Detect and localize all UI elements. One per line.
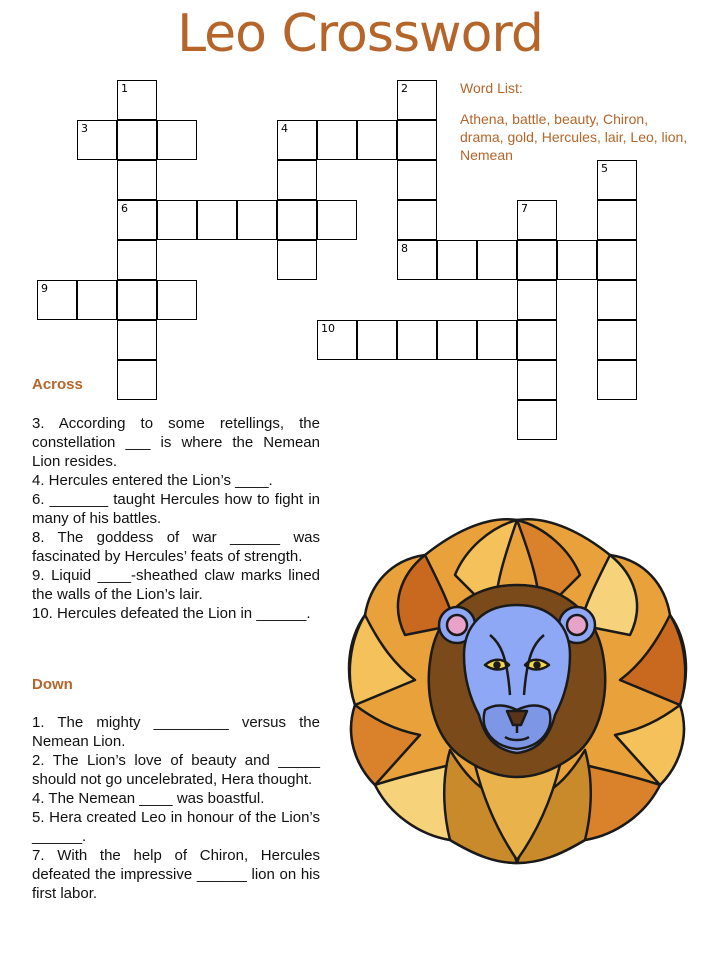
crossword-cell[interactable] [557, 240, 597, 280]
crossword-cell[interactable] [157, 200, 197, 240]
down-clue-1: 1. The mighty _________ versus the Nemean Lion. [32, 714, 320, 750]
cell-number: 9 [41, 282, 48, 295]
crossword-cell[interactable] [37, 280, 77, 320]
across-clue-6: 6. _______ taught Hercules how to fight in many of his battles. [32, 491, 320, 527]
crossword-cell[interactable] [397, 240, 437, 280]
crossword-cell[interactable] [397, 320, 437, 360]
crossword-cell[interactable] [277, 240, 317, 280]
across-clues [32, 414, 320, 623]
crossword-cell[interactable] [117, 80, 157, 120]
crossword-cell[interactable] [357, 120, 397, 160]
down-clue-5: 5. Hera created Leo in honour of the Lion’s ______. [32, 809, 320, 845]
crossword-cell[interactable] [517, 400, 557, 440]
across-clue-3: 3. According to some retellings, the constellation ___ is where the Nemean Lion resides. [32, 415, 320, 470]
crossword-cell[interactable] [517, 320, 557, 360]
down-clue-2: 2. The Lion’s love of beauty and _____ should not go uncelebrated, Hera thought. [32, 752, 320, 788]
crossword-cell[interactable] [397, 200, 437, 240]
crossword-cell[interactable] [517, 200, 557, 240]
down-clues [32, 713, 320, 903]
down-clue-7: 7. With the help of Chiron, Hercules defeated the impressive ______ lion on his first labor. [32, 847, 320, 902]
word-list-heading: Word List: [460, 80, 523, 96]
lion-ear-right-inner [567, 615, 587, 635]
cell-number: 5 [601, 162, 608, 175]
crossword-cell[interactable] [277, 160, 317, 200]
crossword-cell[interactable] [117, 240, 157, 280]
crossword-cell[interactable] [77, 120, 117, 160]
crossword-cell[interactable] [157, 280, 197, 320]
lion-illustration [345, 515, 690, 865]
crossword-cell[interactable] [357, 320, 397, 360]
crossword-cell[interactable] [397, 160, 437, 200]
crossword-cell[interactable] [477, 240, 517, 280]
cell-number: 10 [321, 322, 335, 335]
crossword-cell[interactable] [517, 240, 557, 280]
crossword-cell[interactable] [117, 160, 157, 200]
crossword-cell[interactable] [397, 80, 437, 120]
crossword-cell[interactable] [277, 200, 317, 240]
crossword-cell[interactable] [77, 280, 117, 320]
crossword-cell[interactable] [597, 360, 637, 400]
across-clue-9: 9. Liquid ____-sheathed claw marks lined the walls of the Lion’s lair. [32, 567, 320, 603]
page-title: Leo Crossword [177, 4, 543, 64]
across-clue-10: 10. Hercules defeated the Lion in ______. [32, 605, 311, 622]
down-clue-4: 4. The Nemean ____ was boastful. [32, 790, 265, 807]
crossword-cell[interactable] [277, 120, 317, 160]
crossword-cell[interactable] [597, 320, 637, 360]
across-heading: Across [32, 376, 83, 393]
crossword-cell[interactable] [237, 200, 277, 240]
cell-number: 4 [281, 122, 288, 135]
crossword-cell[interactable] [317, 320, 357, 360]
crossword-cell[interactable] [437, 320, 477, 360]
across-clue-4: 4. Hercules entered the Lion’s ____. [32, 472, 273, 489]
cell-number: 7 [521, 202, 528, 215]
lion-ear-left-inner [447, 615, 467, 635]
crossword-cell[interactable] [317, 200, 357, 240]
cell-number: 1 [121, 82, 128, 95]
crossword-cell[interactable] [517, 360, 557, 400]
crossword-cell[interactable] [597, 240, 637, 280]
crossword-cell[interactable] [117, 360, 157, 400]
lion-pupil-left [495, 663, 500, 668]
crossword-cell[interactable] [197, 200, 237, 240]
crossword-cell[interactable] [597, 280, 637, 320]
crossword-cell[interactable] [597, 200, 637, 240]
crossword-cell[interactable] [117, 320, 157, 360]
crossword-cell[interactable] [157, 120, 197, 160]
crossword-cell[interactable] [437, 240, 477, 280]
lion-pupil-right [535, 663, 540, 668]
crossword-cell[interactable] [317, 120, 357, 160]
cell-number: 6 [121, 202, 128, 215]
crossword-cell[interactable] [597, 160, 637, 200]
cell-number: 8 [401, 242, 408, 255]
down-heading: Down [32, 676, 73, 693]
crossword-cell[interactable] [117, 280, 157, 320]
crossword-cell[interactable] [117, 120, 157, 160]
crossword-cell[interactable] [117, 200, 157, 240]
across-clue-8: 8. The goddess of war ______ was fascinated by Hercules’ feats of strength. [32, 529, 320, 565]
cell-number: 2 [401, 82, 408, 95]
crossword-cell[interactable] [397, 120, 437, 160]
word-list: Athena, battle, beauty, Chiron, drama, gold, Hercules, lair, Leo, lion, Nemean [460, 111, 688, 163]
crossword-cell[interactable] [477, 320, 517, 360]
crossword-cell[interactable] [517, 280, 557, 320]
cell-number: 3 [81, 122, 88, 135]
